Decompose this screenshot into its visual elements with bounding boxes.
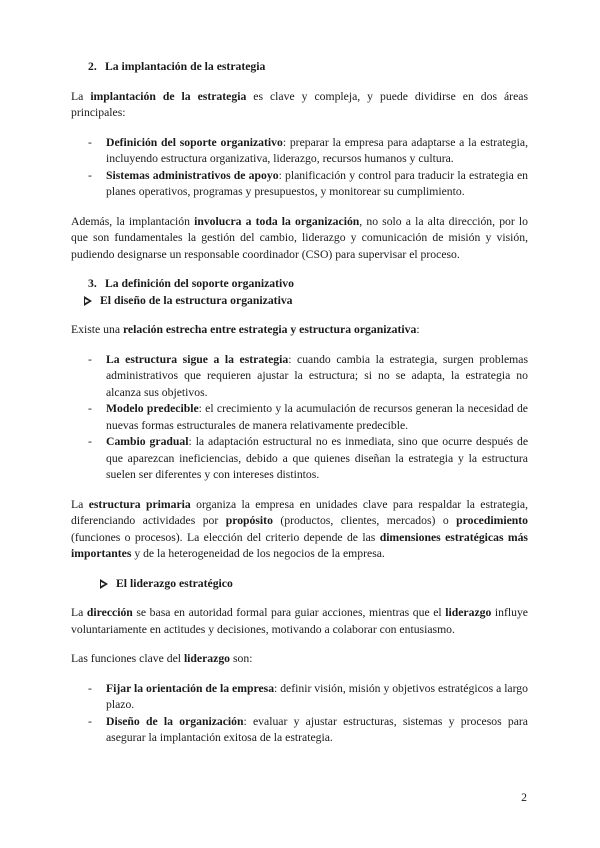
text-run: : preparar la empresa para adaptarse a la estrategia, incluyendo estructura organizativa, liderazgo, recursos humanos y cultura. bbox=[106, 135, 528, 165]
text-run: y de la heterogeneidad de los negocios de la empresa. bbox=[131, 547, 385, 560]
text-run-bold: liderazgo bbox=[183, 652, 231, 665]
list-areas-principales bbox=[88, 135, 528, 201]
heading-number: 2. bbox=[88, 60, 97, 73]
list-item-text bbox=[106, 401, 528, 434]
heading-definicion-soporte bbox=[88, 276, 528, 293]
paragraph-ademas bbox=[71, 214, 528, 264]
subheading-title: El diseño de la estructura organizativa bbox=[100, 293, 293, 307]
heading-title: La implantación de la estrategia bbox=[105, 60, 266, 73]
text-run: es clave y compleja, y puede dividirse en dos áreas principales: bbox=[71, 89, 528, 119]
dash-bullet-icon: - bbox=[88, 714, 92, 728]
text-run-bold: implantación de la estrategia bbox=[90, 89, 247, 103]
text-run: : el crecimiento y la acumulación de recursos generan la necesidad de nuevas formas estructurales de manera relativamente predecible. bbox=[106, 402, 528, 432]
paragraph-estructura-primaria bbox=[71, 497, 528, 563]
list-item bbox=[88, 135, 528, 168]
text-run: (productos, clientes, mercados) o bbox=[272, 514, 457, 527]
text-run-bold: dimensiones estratégicas más importantes bbox=[71, 530, 528, 560]
text-run: : definir visión, misión y objetivos estratégicos a largo plazo. bbox=[106, 681, 528, 711]
text-run: Existe una bbox=[71, 323, 123, 336]
text-run: : la adaptación estructural no es inmediata, sino que ocurre después de que aparezcan ineficiencias, debido a que quienes diseñan la estrategia y la estructura suelen ser diferentes y con intereses distintos. bbox=[106, 435, 529, 481]
text-run: : bbox=[416, 323, 420, 336]
paragraph-relacion bbox=[71, 322, 528, 339]
text-run: : planificación y control para traducir la estrategia en planes operativos, programas y presupuestos, y monitorear su cumplimiento. bbox=[106, 168, 528, 198]
text-run-bold: dirección bbox=[86, 606, 133, 619]
text-run: organiza la empresa en unidades clave para respaldar la estrategia, diferenciando actividades por bbox=[71, 497, 529, 527]
text-run: , no solo a la alta dirección, por lo que son fundamentales la gestión del cambio, liderazgo y comunicación de misión y visión, pudiendo designarse un responsable coordinador (CSO) para supervisar el proceso. bbox=[71, 214, 529, 261]
list-item-text bbox=[106, 168, 528, 201]
subheading-liderazgo-estrategico bbox=[100, 576, 528, 593]
dash-bullet-icon: - bbox=[88, 352, 92, 366]
list-item-text bbox=[106, 135, 528, 168]
text-run: influye voluntariamente en actitudes y decisiones, motivando a colaborar con entusiasmo. bbox=[71, 606, 528, 636]
text-run-bold: Modelo predecible bbox=[106, 402, 199, 415]
text-run-bold: Fijar la orientación de la empresa bbox=[106, 681, 275, 695]
text-run: La bbox=[71, 89, 91, 103]
dash-bullet-icon: - bbox=[88, 402, 92, 415]
text-run: Las funciones clave del bbox=[71, 652, 184, 665]
text-run-bold: relación estrecha entre estrategia y estructura organizativa bbox=[122, 323, 417, 336]
text-run-bold: Sistemas administrativos de apoyo bbox=[106, 168, 279, 182]
list-item bbox=[88, 681, 528, 714]
dash-bullet-icon: - bbox=[88, 135, 92, 149]
arrow-bullet-icon bbox=[84, 296, 93, 307]
list-item-text bbox=[106, 681, 528, 714]
list-item bbox=[88, 352, 528, 402]
text-run: son: bbox=[230, 652, 253, 665]
list-item bbox=[88, 401, 528, 434]
heading-number: 3. bbox=[88, 277, 97, 290]
text-run-bold: Definición del soporte organizativo bbox=[106, 135, 283, 149]
dash-bullet-icon: - bbox=[88, 168, 92, 182]
paragraph-implantacion-intro bbox=[71, 89, 528, 122]
text-run-bold: involucra a toda la organización bbox=[194, 214, 360, 228]
text-run: : evaluar y ajustar estructuras, sistemas y procesos para asegurar la implantación exitosa de la estrategia. bbox=[106, 714, 528, 744]
list-relacion-estructura bbox=[88, 352, 528, 484]
list-funciones-liderazgo bbox=[88, 681, 528, 747]
text-run-bold: Diseño de la organización bbox=[106, 714, 244, 728]
text-run-bold: procedimiento bbox=[456, 514, 529, 527]
text-run: (funciones o procesos). La elección del criterio depende de las bbox=[71, 530, 380, 544]
text-run: La bbox=[71, 606, 87, 619]
text-run-bold: Cambio gradual bbox=[106, 435, 189, 448]
text-run-bold: estructura primaria bbox=[88, 497, 191, 511]
text-run-bold: liderazgo bbox=[445, 606, 492, 619]
text-run: : cuando cambia la estrategia, surgen problemas administrativos que requieren ajustar la estructura; si no se adapta, la estrategia no alcanza sus objetivos. bbox=[106, 352, 529, 399]
heading-title: La definición del soporte organizativo bbox=[105, 277, 294, 290]
text-run: Además, la implantación bbox=[71, 214, 195, 228]
dash-bullet-icon: - bbox=[88, 681, 92, 695]
paragraph-direccion-liderazgo bbox=[71, 605, 528, 638]
text-run: La bbox=[71, 497, 89, 511]
text-run: se basa en autoridad formal para guiar acciones, mientras que el bbox=[132, 606, 446, 619]
arrow-bullet-icon bbox=[100, 579, 109, 590]
list-item bbox=[88, 714, 528, 747]
list-item bbox=[88, 168, 528, 201]
paragraph-funciones-clave bbox=[71, 651, 528, 668]
dash-bullet-icon: - bbox=[88, 435, 92, 448]
list-item bbox=[88, 434, 528, 484]
heading-implantacion-estrategia bbox=[88, 59, 528, 76]
subheading-diseno-estructura bbox=[84, 293, 528, 310]
text-run-bold: propósito bbox=[225, 514, 273, 527]
subheading-title: El liderazgo estratégico bbox=[116, 576, 233, 590]
list-item-text bbox=[106, 714, 528, 747]
page-number: 2 bbox=[521, 790, 527, 804]
list-item-text bbox=[106, 352, 528, 402]
text-run-bold: La estructura sigue a la estrategia bbox=[106, 352, 289, 366]
list-item-text bbox=[106, 434, 528, 484]
